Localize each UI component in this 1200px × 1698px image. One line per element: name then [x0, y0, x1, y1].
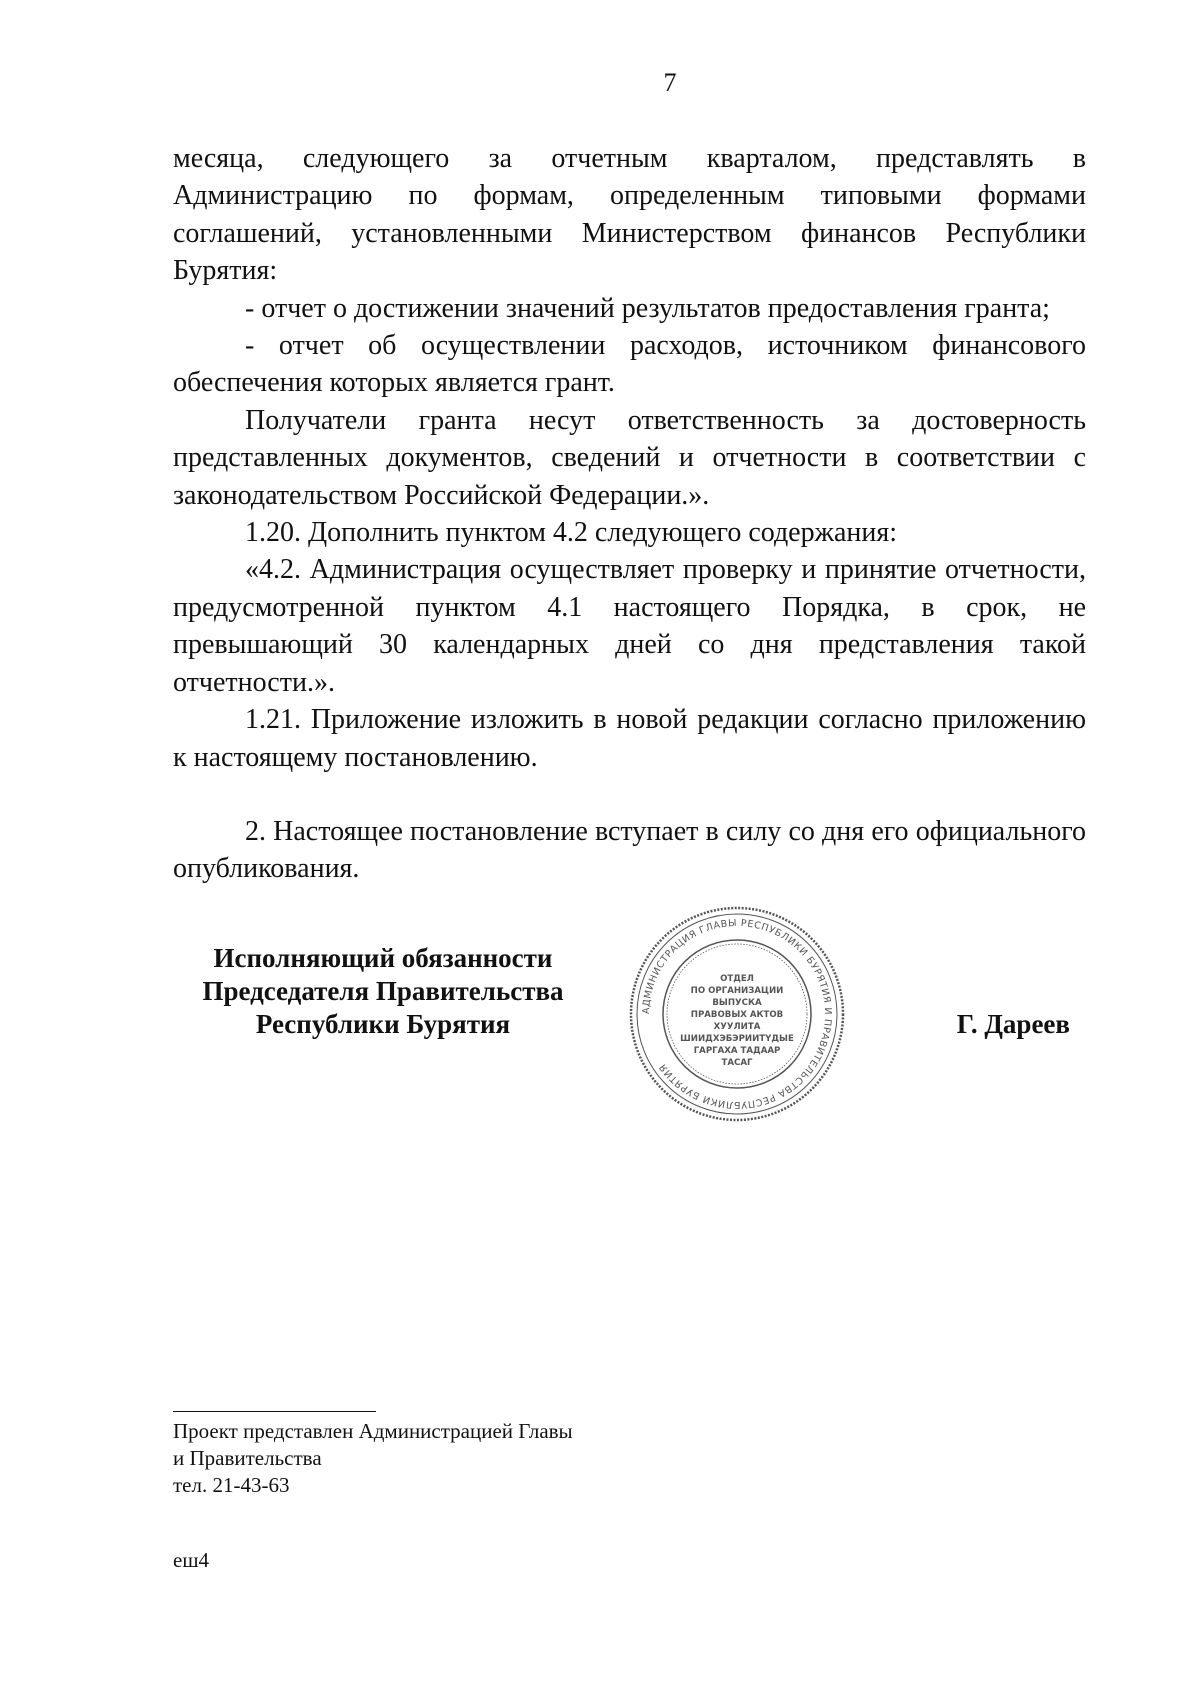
page-number: 7: [663, 68, 677, 97]
svg-text:ВЫПУСКА: ВЫПУСКА: [712, 998, 762, 1008]
signatory-title-line: Председателя Правительства: [202, 976, 564, 1006]
seal-center-text: [680, 974, 794, 1068]
body-text: [173, 140, 1086, 888]
signatory-title: [173, 942, 593, 1041]
svg-text:ПО ОРГАНИЗАЦИИ: ПО ОРГАНИЗАЦИИ: [690, 986, 784, 996]
svg-text:ПРАВОВЫХ АКТОВ: ПРАВОВЫХ АКТОВ: [690, 1010, 784, 1020]
svg-text:ТАСАГ: ТАСАГ: [721, 1058, 753, 1068]
footer-notes: [173, 1418, 573, 1499]
signatory-title-line: Республики Бурятия: [255, 1009, 511, 1039]
footer-line: Проект представлен Администрацией Главы: [173, 1419, 573, 1443]
paragraph: - отчет об осуществлении расходов, источником финансового обеспечения которых является грант.: [173, 330, 1086, 399]
signatory-title-line: Исполняющий обязанности: [213, 943, 553, 973]
paragraph: месяца, следующего за отчетным кварталом, представлять в Администрацию по формам, определенным типовыми формами соглашений, установленными Министерством финансов Республики Бурятия:: [173, 143, 1086, 287]
svg-text:ХУУЛИТА: ХУУЛИТА: [713, 1022, 761, 1032]
svg-text:ШИИДХЭБЭРИИТҮДЫЕ: ШИИДХЭБЭРИИТҮДЫЕ: [680, 1034, 794, 1044]
signer-name: Г. Дареев: [956, 1009, 1070, 1039]
paragraph: - отчет о достижении значений результатов предоставления гранта;: [245, 292, 1050, 324]
paragraph: 1.21. Приложение изложить в новой редакции согласно приложению к настоящему постановлению.: [173, 704, 1086, 773]
svg-text:ГАРГАХА ТАДААР: ГАРГАХА ТАДААР: [693, 1046, 781, 1056]
paragraph: 1.20. Дополнить пунктом 4.2 следующего содержания:: [245, 517, 898, 549]
footer-phone: тел. 21-43-63: [173, 1473, 290, 1497]
footer-line: и Правительства: [173, 1446, 322, 1470]
footer-divider: [173, 1411, 376, 1412]
paragraph: 2. Настоящее постановление вступает в силу со дня его официального опубликования.: [173, 815, 1086, 885]
document-code: еш4: [173, 1548, 209, 1572]
official-seal-stamp: [628, 905, 846, 1123]
paragraph: «4.2. Администрация осуществляет проверку и принятие отчетности, предусмотренной пунктом 4.1 настоящего Порядка, в срок, не превышающий 30 календарных дней со дня представления такой отчетности.».: [173, 554, 1086, 698]
seal-ring-text: АДМИНИСТРАЦИЯ ГЛАВЫ РЕСПУБЛИКИ БУРЯТИЯ И ПРАВИТЕЛЬСТВА РЕСПУБЛИКИ БУРЯТИЯ: [640, 917, 834, 1111]
svg-text:ОТДЕЛ: ОТДЕЛ: [720, 974, 754, 984]
paragraph: Получатели гранта несут ответственность за достоверность представленных документов, сведений и отчетности в соответствии с законодательством Российской Федерации.».: [173, 404, 1086, 511]
